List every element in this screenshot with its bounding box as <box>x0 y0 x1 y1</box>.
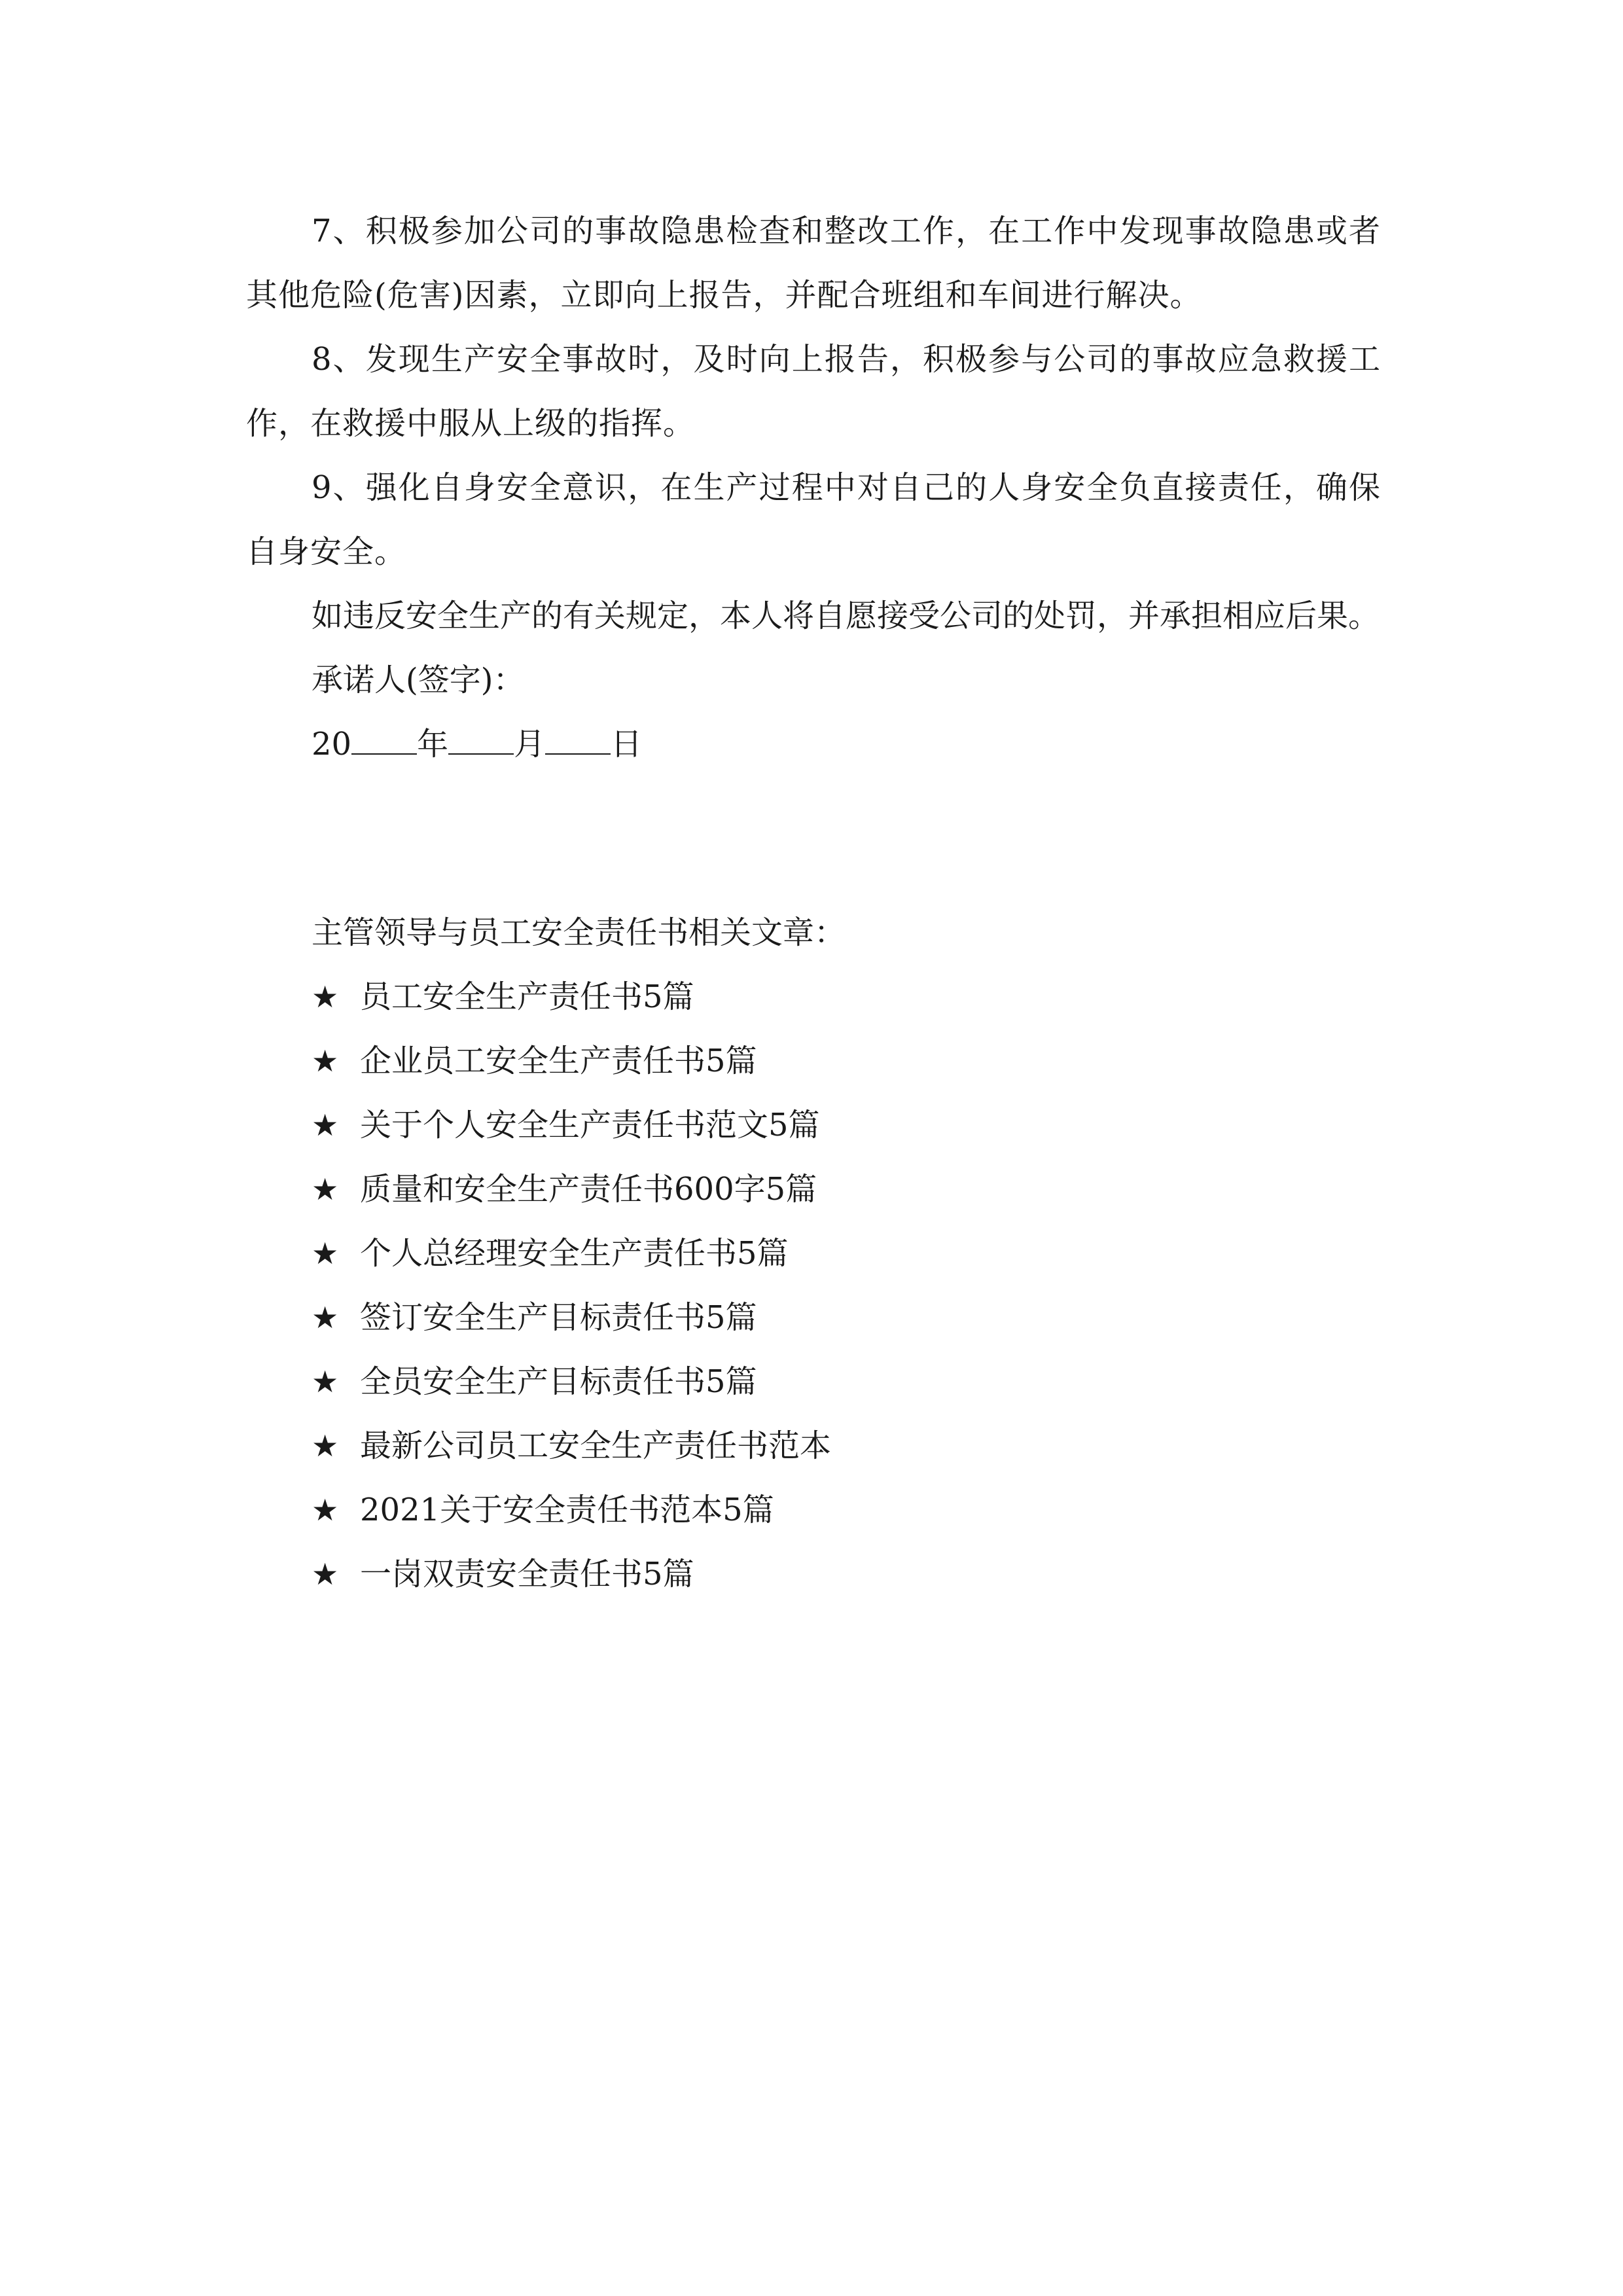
date-prefix: 20 <box>312 726 352 762</box>
related-article-link[interactable] <box>312 1157 1359 1221</box>
related-article-title: 关于个人安全生产责任书范文5篇 <box>360 1107 820 1143</box>
related-article-link[interactable] <box>312 1542 1359 1606</box>
related-article-link[interactable] <box>312 1221 1359 1285</box>
year-blank <box>351 727 417 755</box>
related-article-title: 员工安全生产责任书5篇 <box>360 978 694 1015</box>
related-article-title: 一岗双责安全责任书5篇 <box>360 1556 694 1592</box>
month-label: 月 <box>514 726 546 762</box>
violation-statement: 如违反安全生产的有关规定，本人将自愿接受公司的处罚，并承担相应后果。 <box>312 598 1380 634</box>
related-article-title: 2021关于安全责任书范本5篇 <box>360 1492 774 1528</box>
related-articles <box>312 901 1359 1606</box>
related-article-link[interactable] <box>312 1029 1359 1093</box>
star-icon: ★ <box>312 1236 339 1271</box>
clause-8: 8、发现生产安全事故时，及时向上报告，积极参与公司的事故应急救援工作，在救援中服从上级的指挥。 <box>246 341 1381 442</box>
related-article-link[interactable] <box>312 1093 1359 1157</box>
star-icon: ★ <box>312 979 339 1014</box>
date-line <box>246 712 1381 776</box>
related-articles-list <box>312 965 1359 1606</box>
star-icon: ★ <box>312 1300 339 1335</box>
related-article-title: 质量和安全生产责任书600字5篇 <box>360 1171 817 1208</box>
related-articles-title: 主管领导与员工安全责任书相关文章： <box>312 914 846 951</box>
responsibility-body <box>246 199 1381 776</box>
star-icon: ★ <box>312 1172 339 1207</box>
clause-7: 7、积极参加公司的事故隐患检查和整改工作，在工作中发现事故隐患或者其他危险(危害)因素，立即向上报告，并配合班组和车间进行解决。 <box>246 213 1381 314</box>
related-article-title: 企业员工安全生产责任书5篇 <box>360 1043 757 1079</box>
related-article-title: 个人总经理安全生产责任书5篇 <box>360 1235 789 1272</box>
star-icon: ★ <box>312 1428 339 1463</box>
signature-label: 承诺人(签字)： <box>312 662 525 698</box>
star-icon: ★ <box>312 1107 339 1143</box>
related-article-title: 全员安全生产目标责任书5篇 <box>360 1363 757 1400</box>
star-icon: ★ <box>312 1556 339 1592</box>
day-blank <box>545 727 611 755</box>
related-article-link[interactable] <box>312 1414 1359 1478</box>
year-label: 年 <box>417 726 449 762</box>
star-icon: ★ <box>312 1492 339 1528</box>
related-article-link[interactable] <box>312 1350 1359 1414</box>
related-article-title: 签订安全生产目标责任书5篇 <box>360 1299 757 1336</box>
day-label: 日 <box>611 726 643 762</box>
clause-9: 9、强化自身安全意识，在生产过程中对自己的人身安全负直接责任，确保自身安全。 <box>246 469 1381 570</box>
related-article-link[interactable] <box>312 1285 1359 1350</box>
related-article-link[interactable] <box>312 1478 1359 1542</box>
related-article-title: 最新公司员工安全生产责任书范本 <box>360 1427 832 1464</box>
star-icon: ★ <box>312 1043 339 1079</box>
related-article-link[interactable] <box>312 965 1359 1029</box>
month-blank <box>448 727 514 755</box>
star-icon: ★ <box>312 1364 339 1399</box>
